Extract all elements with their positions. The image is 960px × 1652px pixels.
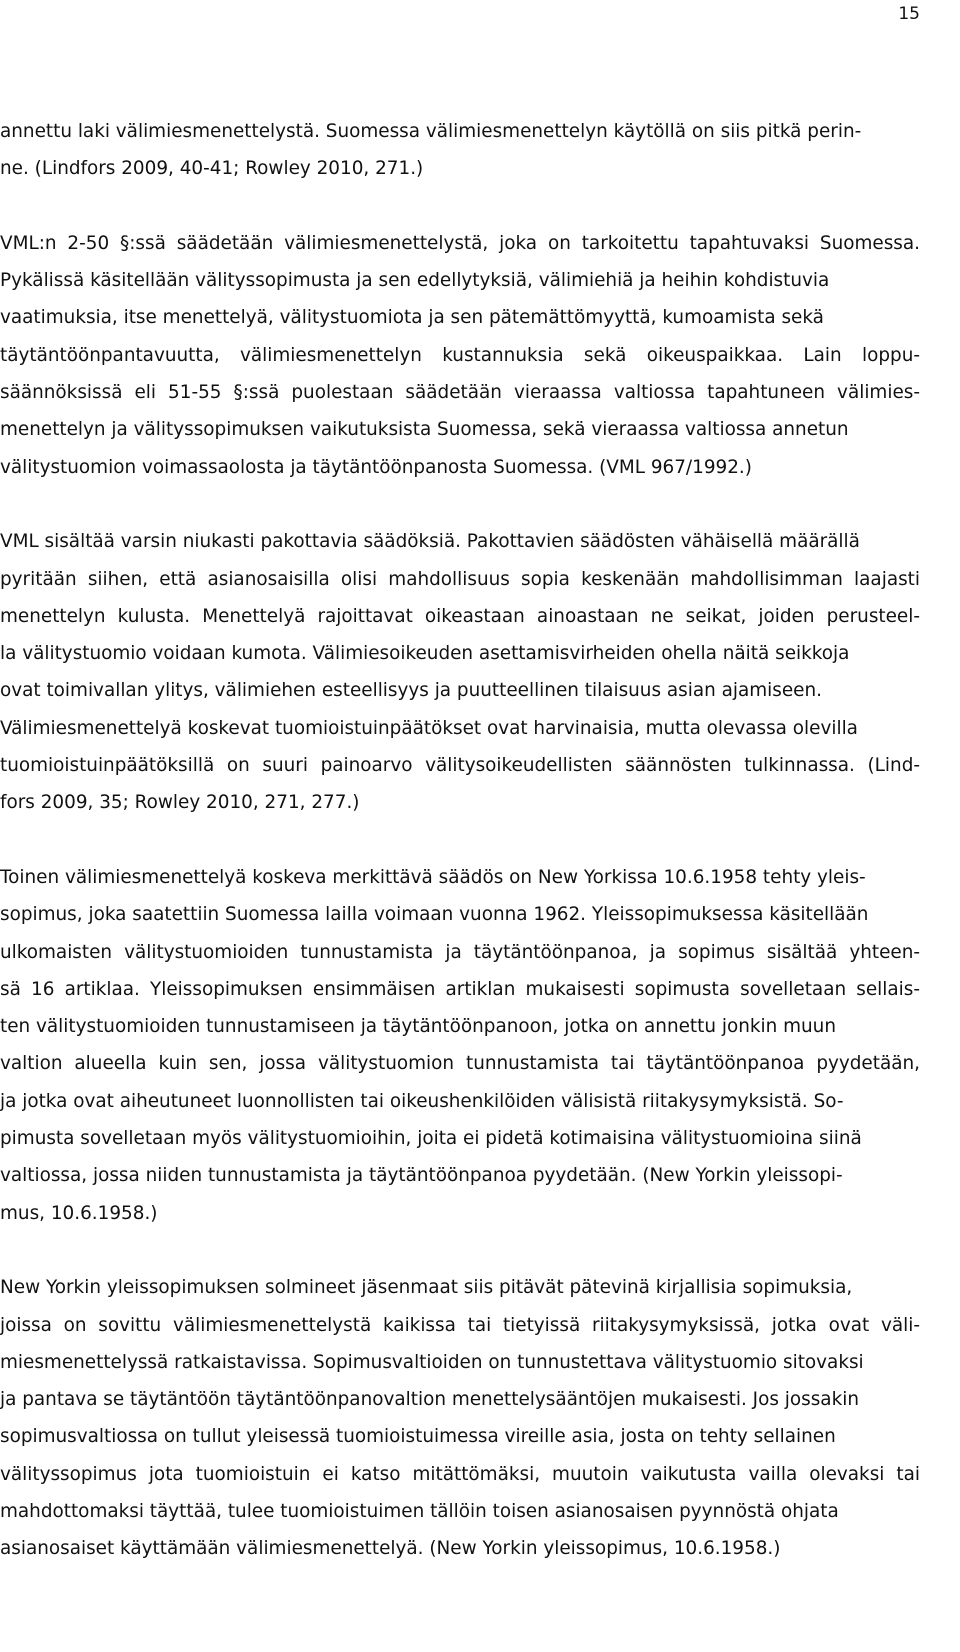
text-line: sä 16 artiklaa. Yleissopimuksen ensimmäisen artiklan mukaisesti sopimusta sovelletaan sellais- (0, 978, 920, 1000)
text-line: tuomioistuinpäätöksillä on suuri painoarvo välitysoikeudellisten säännösten tulkinnassa. (Lind- (0, 755, 920, 777)
text-line: Pykälissä käsitellään välityssopimusta ja sen edellytyksiä, välimiehiä ja heihin kohdistuvia (0, 270, 830, 292)
paragraph-gap (0, 822, 920, 859)
text-line: fors 2009, 35; Rowley 2010, 271, 277.) (0, 792, 360, 814)
text-line: menettelyn kulusta. Menettelyä rajoittavat oikeastaan ainoastaan ne seikat, joiden perusteel- (0, 605, 920, 627)
text-line: ne. (Lindfors 2009, 40-41; Rowley 2010, 271.) (0, 158, 424, 180)
text-line: ja jotka ovat aiheutuneet luonnollisten tai oikeushenkilöiden välisistä riitakysymyksistä. So- (0, 1090, 844, 1112)
text-line: pimusta sovelletaan myös välitystuomioihin, joita ei pidetä kotimaisina välitystuomioina siinä (0, 1128, 862, 1150)
paragraph-1 (0, 113, 920, 188)
paragraph-5 (0, 1269, 920, 1567)
text-line: New Yorkin yleissopimuksen solmineet jäsenmaat siis pitävät pätevinä kirjallisia sopimuksia, (0, 1277, 853, 1299)
text-line: ja pantava se täytäntöön täytäntöönpanovaltion menettelysääntöjen mukaisesti. Jos jossakin (0, 1389, 859, 1411)
text-line: ulkomaisten välitystuomioiden tunnustamista ja täytäntöönpanoa, ja sopimus sisältää yhteen- (0, 941, 920, 963)
text-line: VML sisältää varsin niukasti pakottavia säädöksiä. Pakottavien säädösten vähäisellä määrällä (0, 531, 860, 553)
text-line: la välitystuomio voidaan kumota. Välimiesoikeuden asettamisvirheiden ohella näitä seikkoja (0, 643, 850, 665)
text-line: valtion alueella kuin sen, jossa välitystuomion tunnustamista tai täytäntöönpanoa pyydetään, (0, 1053, 920, 1075)
paragraph-gap (0, 188, 920, 225)
text-line: mahdottomaksi täyttää, tulee tuomioistuimen tällöin toisen asianosaisen pyynnöstä ohjata (0, 1500, 839, 1522)
text-line: miesmenettelyssä ratkaistavissa. Sopimusvaltioiden on tunnustettava välitystuomio sitovaksi (0, 1351, 864, 1373)
text-line: täytäntöönpantavuutta, välimiesmenettelyn kustannuksia sekä oikeuspaikkaa. Lain loppu- (0, 344, 920, 366)
paragraph-2 (0, 225, 920, 486)
text-line: joissa on sovittu välimiesmenettelystä kaikissa tai tietyissä riitakysymyksissä, jotka ovat väli- (0, 1314, 920, 1336)
text-line: mus, 10.6.1958.) (0, 1202, 158, 1224)
paragraph-3 (0, 523, 920, 821)
text-line: sopimusvaltiossa on tullut yleisessä tuomioistuimessa vireille asia, josta on tehty sellainen (0, 1426, 836, 1448)
text-line: menettelyn ja välityssopimuksen vaikutuksista Suomessa, sekä vieraassa valtiossa annetun (0, 419, 849, 441)
text-line: välitystuomion voimassaolosta ja täytäntöönpanosta Suomessa. (VML 967/1992.) (0, 456, 752, 478)
text-line: sopimus, joka saatettiin Suomessa lailla voimaan vuonna 1962. Yleissopimuksessa käsitellään (0, 904, 869, 926)
page-number: 15 (898, 4, 920, 24)
text-line: säännöksissä eli 51-55 §:ssä puolestaan säädetään vieraassa valtiossa tapahtuneen välimies- (0, 382, 920, 404)
text-line: Toinen välimiesmenettelyä koskeva merkittävä säädös on New Yorkissa 10.6.1958 tehty yleis- (0, 866, 866, 888)
text-line: välityssopimus jota tuomioistuin ei katso mitättömäksi, muutoin vaikutusta vailla olevaksi tai (0, 1463, 920, 1485)
text-line: Välimiesmenettelyä koskevat tuomioistuinpäätökset ovat harvinaisia, mutta olevassa olevilla (0, 717, 858, 739)
paragraph-gap (0, 1232, 920, 1269)
text-line: valtiossa, jossa niiden tunnustamista ja täytäntöönpanoa pyydetään. (New Yorkin yleissopi- (0, 1165, 843, 1187)
text-line: asianosaiset käyttämään välimiesmenettelyä. (New Yorkin yleissopimus, 10.6.1958.) (0, 1538, 781, 1560)
text-line: pyritään siihen, että asianosaisilla olisi mahdollisuus sopia keskenään mahdollisimman laajasti (0, 568, 920, 590)
paragraph-4 (0, 859, 920, 1232)
text-line: ten välitystuomioiden tunnustamiseen ja täytäntöönpanoon, jotka on annettu jonkin muun (0, 1016, 836, 1038)
document-body (0, 113, 920, 1568)
paragraph-gap (0, 486, 920, 523)
text-line: ovat toimivallan ylitys, välimiehen esteellisyys ja puutteellinen tilaisuus asian ajamiseen. (0, 680, 823, 702)
text-line: VML:n 2-50 §:ssä säädetään välimiesmenettelystä, joka on tarkoitettu tapahtuvaksi Suomessa. (0, 232, 920, 254)
text-line: vaatimuksia, itse menettelyä, välitystuomiota ja sen pätemättömyyttä, kumoamista sekä (0, 307, 824, 329)
text-line: annettu laki välimiesmenettelystä. Suomessa välimiesmenettelyn käytöllä on siis pitkä perin- (0, 121, 862, 142)
